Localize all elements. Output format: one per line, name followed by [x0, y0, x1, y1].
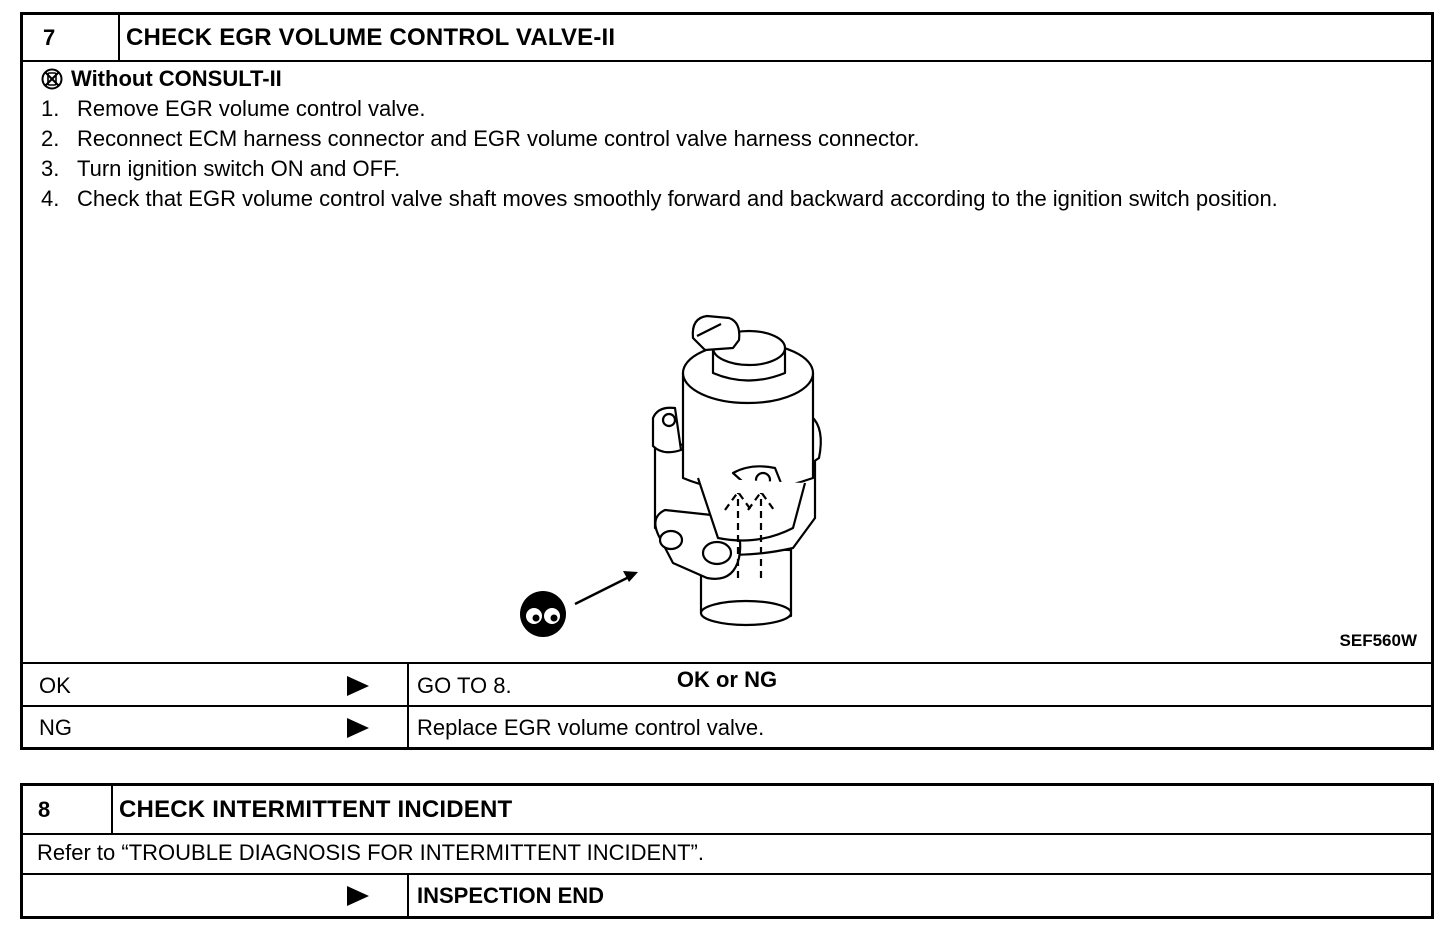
consult-crossed-icon [41, 68, 63, 90]
right-triangle-arrow-icon [345, 707, 371, 749]
step-7-box [20, 12, 1434, 750]
step-text: Turn ignition switch ON and OFF. [77, 156, 401, 181]
step-text: Remove EGR volume control valve. [77, 96, 426, 121]
procedure-step [35, 184, 1395, 214]
step-title: CHECK EGR VOLUME CONTROL VALVE-II [126, 23, 616, 51]
step-8-header [23, 786, 1431, 835]
egr-valve-illustration [493, 278, 833, 643]
step-text: Reconnect ECM harness connector and EGR volume control valve harness connector. [77, 126, 920, 151]
procedure-step [35, 154, 1395, 184]
step-title: CHECK INTERMITTENT INCIDENT [119, 795, 513, 823]
step-num: 2. [41, 126, 60, 151]
inspection-eye-icon [520, 591, 566, 637]
step-text: Check that EGR volume control valve shaft moves smoothly forward and backward according to the ignition switch position. [77, 186, 1278, 211]
step-number: 7 [23, 15, 120, 60]
step-num: 1. [41, 96, 60, 121]
result-row-end [23, 875, 1431, 916]
procedure-step [35, 94, 1395, 124]
step-num: 4. [41, 186, 60, 211]
result-action: INSPECTION END [407, 875, 1431, 916]
right-triangle-arrow-icon [345, 664, 371, 707]
result-row-ok [23, 662, 1431, 707]
ok-or-ng-question: OK or NG [676, 667, 778, 692]
procedure-list [35, 94, 1395, 214]
figure-id: SEF560W [1339, 631, 1417, 650]
reference-text: Refer to “TROUBLE DIAGNOSIS FOR INTERMITTENT INCIDENT”. [23, 833, 1431, 875]
step-num: 3. [41, 156, 60, 181]
step-number: 8 [23, 786, 113, 833]
result-action: Replace EGR volume control valve. [407, 707, 1431, 749]
condition-label: Without CONSULT-II [71, 66, 282, 91]
right-triangle-arrow-icon [345, 875, 371, 916]
step-7-header [23, 15, 1431, 62]
procedure-step [35, 124, 1395, 154]
result-action: GO TO 8. [407, 664, 1431, 707]
result-label: OK [39, 672, 71, 698]
step-8-box [20, 783, 1434, 919]
result-label: NG [39, 715, 72, 740]
result-row-ng [23, 705, 1431, 749]
condition-heading [41, 66, 282, 92]
